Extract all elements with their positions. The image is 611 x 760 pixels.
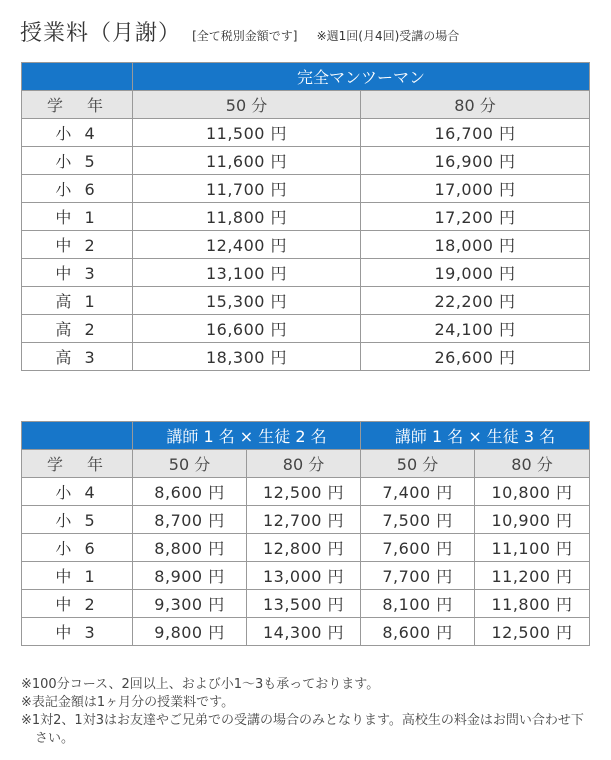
price-cell-b50: 7,500 円	[361, 506, 475, 534]
price-cell-p80: 22,200 円	[361, 287, 590, 315]
price-cell-p50: 11,800 円	[133, 203, 361, 231]
table1-corner-cell	[22, 63, 133, 91]
price-cell-b50: 8,100 円	[361, 590, 475, 618]
one-on-one-fee-table	[21, 62, 590, 371]
price-cell-b50: 8,600 円	[361, 618, 475, 646]
grade-cell: 高 3	[22, 343, 133, 371]
price-cell-b80: 12,500 円	[475, 618, 590, 646]
price-cell-a50: 8,900 円	[133, 562, 247, 590]
table-row	[22, 478, 590, 506]
price-cell-p50: 16,600 円	[133, 315, 361, 343]
price-cell-a80: 13,000 円	[247, 562, 361, 590]
table-row	[22, 343, 590, 371]
table-row	[22, 259, 590, 287]
grade-cell: 小 6	[22, 534, 133, 562]
price-cell-p50: 11,600 円	[133, 147, 361, 175]
price-cell-p50: 18,300 円	[133, 343, 361, 371]
price-cell-p50: 11,700 円	[133, 175, 361, 203]
grade-cell: 小 5	[22, 147, 133, 175]
price-cell-a80: 12,800 円	[247, 534, 361, 562]
grade-cell: 中 1	[22, 203, 133, 231]
price-cell-b50: 7,400 円	[361, 478, 475, 506]
plan-one-on-one: 完全マンツーマン	[133, 63, 590, 91]
price-cell-a50: 9,300 円	[133, 590, 247, 618]
col-50min: 50 分	[133, 91, 361, 119]
price-cell-p80: 16,700 円	[361, 119, 590, 147]
table-row	[22, 175, 590, 203]
col-a-50min: 50 分	[133, 450, 247, 478]
price-cell-p80: 18,000 円	[361, 231, 590, 259]
col-a-80min: 80 分	[247, 450, 361, 478]
price-cell-p80: 19,000 円	[361, 259, 590, 287]
table2-column-header-row	[22, 450, 590, 478]
table-row	[22, 534, 590, 562]
price-cell-a50: 9,800 円	[133, 618, 247, 646]
plan-one-to-three: 講師 1 名 × 生徒 3 名	[361, 422, 590, 450]
price-cell-a80: 13,500 円	[247, 590, 361, 618]
table-row	[22, 287, 590, 315]
table-row	[22, 562, 590, 590]
grade-cell: 小 4	[22, 119, 133, 147]
page-title: 授業料（月謝）	[20, 21, 182, 46]
grade-cell: 小 5	[22, 506, 133, 534]
table-row	[22, 203, 590, 231]
group-fee-table	[21, 421, 590, 646]
price-cell-a80: 12,700 円	[247, 506, 361, 534]
price-cell-b80: 10,900 円	[475, 506, 590, 534]
price-cell-p80: 16,900 円	[361, 147, 590, 175]
price-cell-a80: 12,500 円	[247, 478, 361, 506]
table2-plan-row	[22, 422, 590, 450]
table-row	[22, 506, 590, 534]
price-cell-p80: 17,200 円	[361, 203, 590, 231]
table-row	[22, 618, 590, 646]
table1-column-header-row	[22, 91, 590, 119]
table-row	[22, 231, 590, 259]
table1-plan-row	[22, 63, 590, 91]
grade-cell: 中 2	[22, 231, 133, 259]
grade-cell: 小 6	[22, 175, 133, 203]
grade-cell: 小 4	[22, 478, 133, 506]
price-cell-b50: 7,600 円	[361, 534, 475, 562]
price-cell-a50: 8,800 円	[133, 534, 247, 562]
plan-one-to-two: 講師 1 名 × 生徒 2 名	[133, 422, 361, 450]
price-cell-b80: 11,800 円	[475, 590, 590, 618]
grade-cell: 中 3	[22, 618, 133, 646]
price-cell-p80: 24,100 円	[361, 315, 590, 343]
price-cell-b50: 7,700 円	[361, 562, 475, 590]
col-80min: 80 分	[361, 91, 590, 119]
title-row	[20, 16, 459, 47]
price-cell-b80: 10,800 円	[475, 478, 590, 506]
grade-header: 学 年	[22, 450, 133, 478]
price-cell-p80: 26,600 円	[361, 343, 590, 371]
grade-cell: 高 2	[22, 315, 133, 343]
price-cell-a80: 14,300 円	[247, 618, 361, 646]
col-b-80min: 80 分	[475, 450, 590, 478]
col-b-50min: 50 分	[361, 450, 475, 478]
price-cell-a50: 8,700 円	[133, 506, 247, 534]
grade-header: 学 年	[22, 91, 133, 119]
price-cell-p50: 11,500 円	[133, 119, 361, 147]
note-item: ※1対2、1対3はお友達やご兄弟での受講の場合のみとなります。高校生の料金はお問い合わせ下さい。	[21, 713, 584, 746]
price-cell-b80: 11,100 円	[475, 534, 590, 562]
price-cell-p50: 15,300 円	[133, 287, 361, 315]
note-item: ※表記金額は1ヶ月分の授業料です。	[21, 695, 235, 710]
grade-cell: 中 3	[22, 259, 133, 287]
grade-cell: 中 1	[22, 562, 133, 590]
table-row	[22, 315, 590, 343]
price-cell-a50: 8,600 円	[133, 478, 247, 506]
table-row	[22, 590, 590, 618]
grade-cell: 高 1	[22, 287, 133, 315]
tax-note: [全て税別金額です]	[192, 29, 298, 43]
table-row	[22, 119, 590, 147]
price-cell-p50: 12,400 円	[133, 231, 361, 259]
frequency-note: ※週1回(月4回)受講の場合	[316, 29, 460, 43]
price-cell-b80: 11,200 円	[475, 562, 590, 590]
grade-cell: 中 2	[22, 590, 133, 618]
notes	[21, 676, 596, 748]
price-cell-p50: 13,100 円	[133, 259, 361, 287]
table2-corner-cell	[22, 422, 133, 450]
note-item: ※100分コース、2回以上、および小1～3も承っております。	[21, 677, 380, 692]
table-row	[22, 147, 590, 175]
price-cell-p80: 17,000 円	[361, 175, 590, 203]
